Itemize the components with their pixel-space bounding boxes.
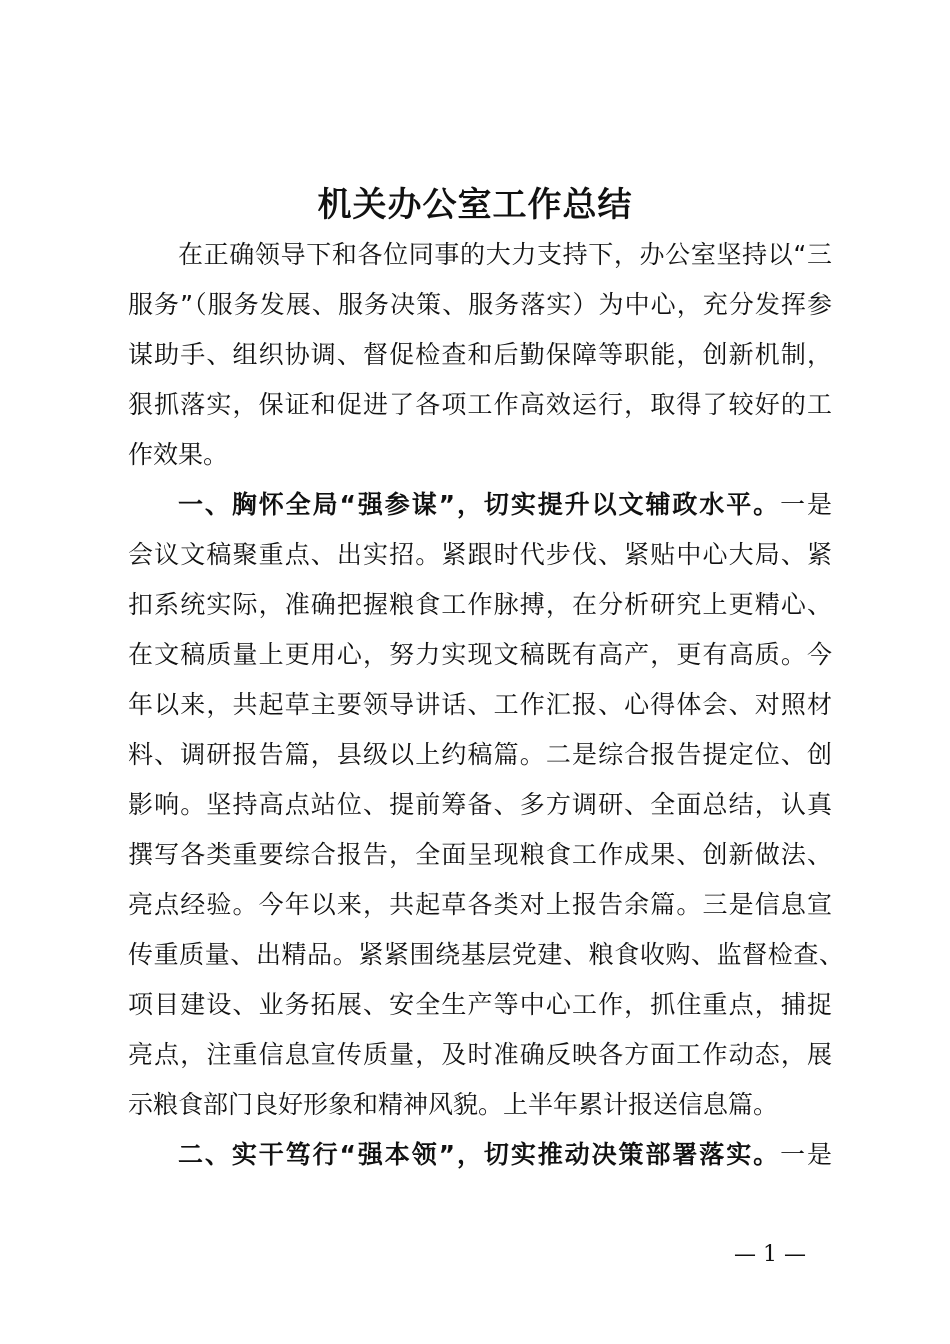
section1-line: 撰写各类重要综合报告，全面呈现粮食工作成果、创新做法、 <box>128 840 832 869</box>
section1-line: 影响。坚持高点站位、提前筹备、多方调研、全面总结，认真 <box>128 790 832 819</box>
page-number: — 1 — <box>734 1242 806 1267</box>
section2-first-line <box>178 1130 832 1180</box>
section1-heading: 一、胸怀全局“强参谋”，切实提升以文辅政水平。 <box>178 490 781 519</box>
section1-line: 亮点，注重信息宣传质量，及时准确反映各方面工作动态，展 <box>128 1040 832 1069</box>
section1-first-line <box>178 480 832 530</box>
section1-line: 示粮食部门良好形象和精神风貌。上半年累计报送信息篇。 <box>128 1090 779 1119</box>
intro-line-4: 狠抓落实，保证和促进了各项工作高效运行，取得了较好的工 <box>128 390 832 419</box>
section1-line: 料、调研报告篇，县级以上约稿篇。二是综合报告提定位、创 <box>128 740 832 769</box>
document-title: 机关办公室工作总结 <box>317 185 633 225</box>
section1-line: 项目建设、业务拓展、安全生产等中心工作，抓住重点，捕捉 <box>128 990 832 1019</box>
intro-line-2: 服务”（服务发展、服务决策、服务落实）为中心，充分发挥参 <box>128 290 832 319</box>
section1-first-line-rest: 一是 <box>780 490 832 519</box>
section2-heading: 二、实干笃行“强本领”，切实推动决策部署落实。 <box>178 1140 781 1169</box>
section2-first-line-rest: 一是 <box>780 1140 832 1169</box>
section1-line: 亮点经验。今年以来，共起草各类对上报告余篇。三是信息宣 <box>128 890 832 919</box>
intro-line-1: 在正确领导下和各位同事的大力支持下，办公室坚持以“三 <box>178 240 832 269</box>
intro-line-3: 谋助手、组织协调、督促检查和后勤保障等职能，创新机制， <box>128 340 832 369</box>
intro-line-5: 作效果。 <box>128 440 229 469</box>
section1-line: 年以来，共起草主要领导讲话、工作汇报、心得体会、对照材 <box>128 690 832 719</box>
section1-line: 会议文稿聚重点、出实招。紧跟时代步伐、紧贴中心大局、紧 <box>128 540 832 569</box>
section1-line: 在文稿质量上更用心，努力实现文稿既有高产，更有高质。今 <box>128 640 832 669</box>
section1-line: 传重质量、出精品。紧紧围绕基层党建、粮食收购、监督检查、 <box>128 940 844 969</box>
section1-line: 扣系统实际，准确把握粮食工作脉搏，在分析研究上更精心、 <box>128 590 832 619</box>
